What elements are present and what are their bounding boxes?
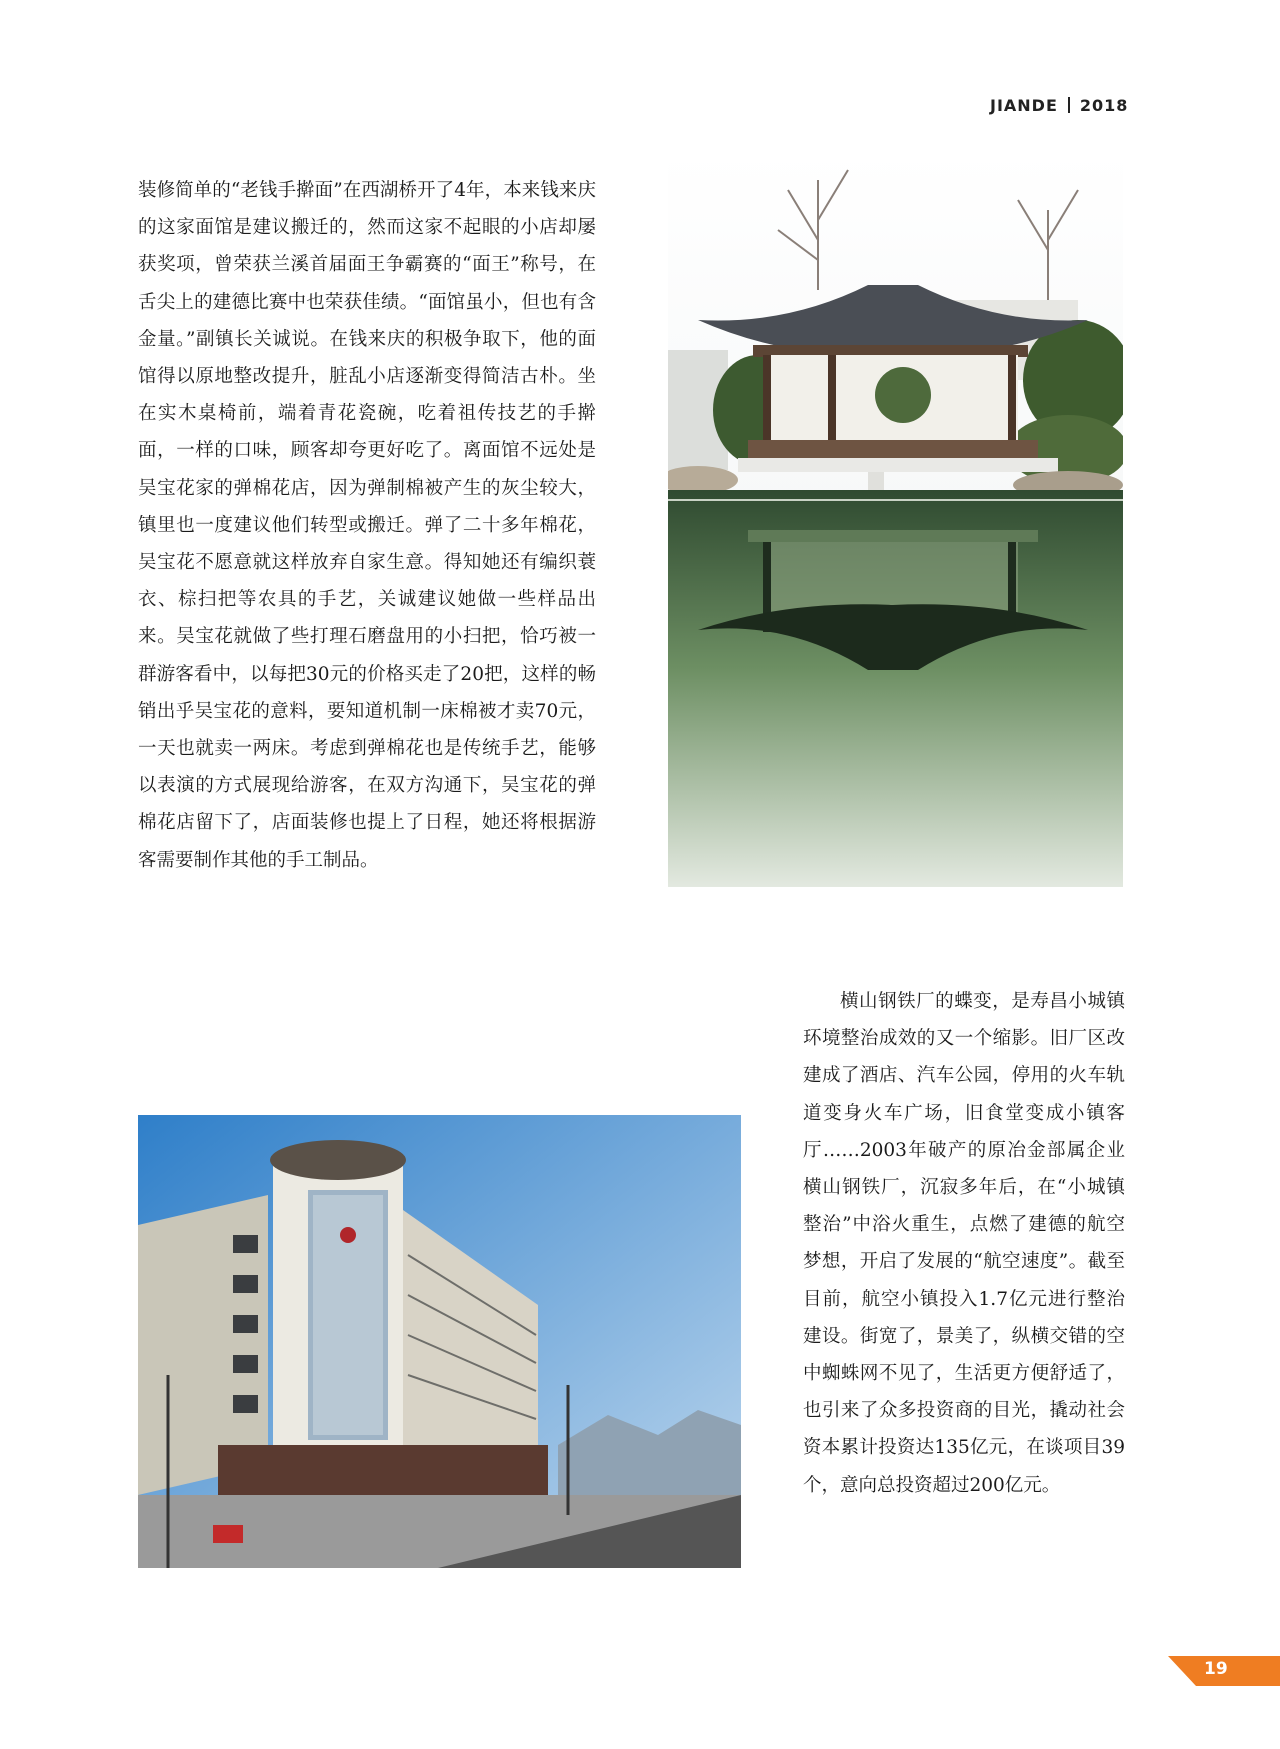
- pavilion-photo: [668, 150, 1123, 887]
- article-paragraph-right: 横山钢铁厂的蝶变，是寿昌小城镇环境整治成效的又一个缩影。旧厂区改建成了酒店、汽车公园，停用的火车轨道变身火车广场，旧食堂变成小镇客厅……2003年破产的原冶金部属企业横山钢铁厂，沉寂多年后，在“小城镇整治”中浴火重生，点燃了建德的航空梦想，开启了发展的“航空速度”。截至目前，航空小镇投入1.7亿元进行整治建设。街宽了，景美了，纵横交错的空中蜘蛛网不见了，生活更方便舒适了，也引来了众多投资商的目光，撬动社会资本累计投资达135亿元，在谈项目39个，意向总投资超过200亿元。: [803, 991, 1125, 1496]
- article-left-column: [138, 172, 596, 879]
- page-number: 19: [1204, 1659, 1228, 1679]
- article-paragraph-left: 装修简单的“老钱手擀面”在西湖桥开了4年，本来钱来庆的这家面馆是建议搬迁的，然而这家不起眼的小店却屡获奖项，曾荣获兰溪首届面王争霸赛的“面王”称号，在舌尖上的建德比赛中也荣获佳绩。“面馆虽小，但也有含金量。”副镇长关诚说。在钱来庆的积极争取下，他的面馆得以原地整改提升，脏乱小店逐渐变得简洁古朴。坐在实木桌椅前，端着青花瓷碗，吃着祖传技艺的手擀面，一样的口味，顾客却夸更好吃了。离面馆不远处是吴宝花家的弹棉花店，因为弹制棉被产生的灰尘较大，镇里也一度建议他们转型或搬迁。弹了二十多年棉花，吴宝花不愿意就这样放弃自家生意。得知她还有编织蓑衣、棕扫把等农具的手艺，关诚建议她做一些样品出来。吴宝花就做了些打理石磨盘用的小扫把，恰巧被一群游客看中，以每把30元的价格买走了20把，这样的畅销出乎吴宝花的意料，要知道机制一床棉被才卖70元，一天也就卖一两床。考虑到弹棉花也是传统手艺，能够以表演的方式展现给游客，在双方沟通下，吴宝花的弹棉花店留下了，店面装修也提上了日程，她还将根据游客需要制作其他的手工制品。: [138, 180, 596, 871]
- header-year: 2018: [1079, 96, 1129, 115]
- running-header: [990, 96, 1128, 115]
- hotel-building-photo: [138, 1115, 741, 1568]
- header-divider: [1068, 97, 1070, 113]
- article-right-column: [803, 983, 1125, 1504]
- magazine-name: JIANDE: [990, 96, 1058, 115]
